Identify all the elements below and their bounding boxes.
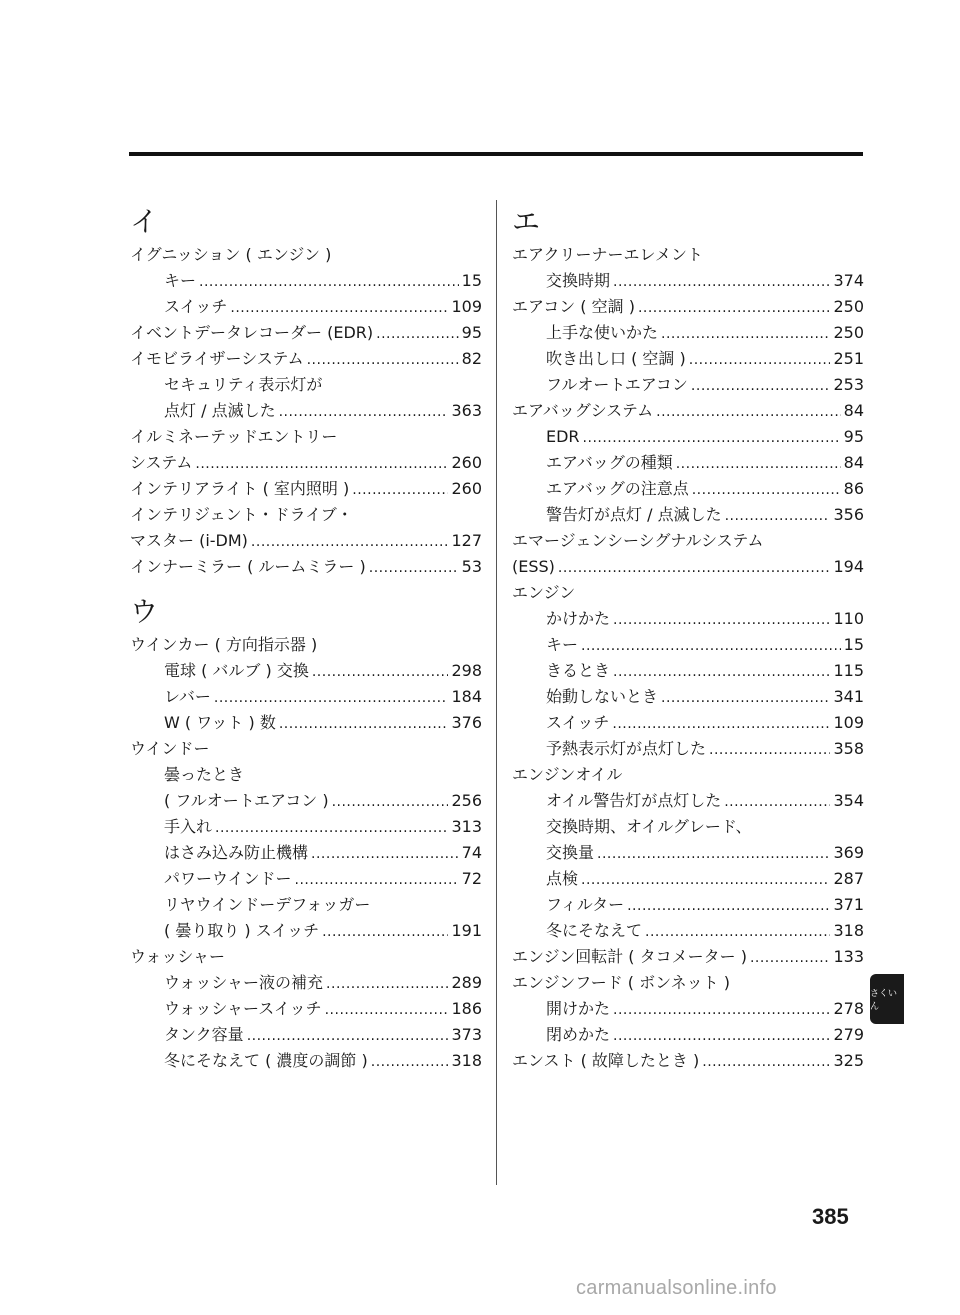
dot-leader	[295, 867, 459, 893]
index-entry-page: 358	[833, 739, 864, 758]
index-entry[interactable]	[130, 528, 482, 554]
index-entry-term: 始動しないとき	[546, 687, 659, 706]
index-entry[interactable]	[130, 450, 482, 476]
index-entry-page: 53	[461, 557, 482, 576]
index-entry-term: スイッチ	[164, 297, 228, 316]
index-entry[interactable]	[512, 398, 864, 424]
index-entry-term: イベントデータレコーダー (EDR)	[130, 323, 374, 342]
index-entry-page: 72	[461, 869, 482, 888]
index-entry-page: 194	[833, 557, 864, 576]
dot-leader	[656, 399, 841, 425]
index-entry	[130, 736, 482, 762]
index-entry-term: 交換時期	[546, 271, 611, 290]
index-entry-term: エンジン	[512, 583, 576, 602]
index-entry-term: イグニッション ( エンジン )	[130, 245, 332, 264]
index-entry[interactable]	[130, 294, 482, 320]
index-entry[interactable]	[130, 788, 482, 814]
index-entry	[130, 502, 482, 528]
index-entry-term: パワーウインドー	[164, 869, 292, 888]
index-entry[interactable]	[130, 346, 482, 372]
index-entry-page: 256	[451, 791, 482, 810]
index-entry[interactable]	[512, 450, 864, 476]
index-entry[interactable]	[512, 892, 864, 918]
index-entry[interactable]	[512, 424, 864, 450]
index-entry[interactable]	[512, 944, 864, 970]
dot-leader	[352, 477, 448, 503]
index-entry[interactable]	[130, 398, 482, 424]
dot-leader	[332, 789, 449, 815]
index-entry-page: 298	[451, 661, 482, 680]
index-entry-term: 手入れ	[164, 817, 213, 836]
index-entry-page: 109	[833, 713, 864, 732]
index-entry-page: 341	[833, 687, 864, 706]
index-entry[interactable]	[130, 684, 482, 710]
dot-leader	[581, 867, 830, 893]
index-entry	[512, 762, 864, 788]
index-entry-page: 127	[451, 531, 482, 550]
dot-leader	[691, 373, 831, 399]
index-entry[interactable]	[130, 814, 482, 840]
index-entry-page: 278	[833, 999, 864, 1018]
index-entry-term: スイッチ	[546, 713, 610, 732]
index-entry	[130, 424, 482, 450]
index-entry[interactable]	[512, 372, 864, 398]
index-entry-term: リヤウインドーデフォッガー	[164, 895, 371, 914]
dot-leader	[661, 685, 830, 711]
index-entry[interactable]	[512, 554, 864, 580]
dot-leader	[558, 555, 831, 581]
index-entry[interactable]	[130, 1048, 482, 1074]
index-entry-page: 325	[833, 1051, 864, 1070]
index-entry	[512, 970, 864, 996]
index-entry-page: 369	[833, 843, 864, 862]
index-entry-term: 交換時期、オイルグレード、	[546, 817, 752, 836]
side-tab-label: さくいん	[870, 989, 898, 1012]
dot-leader	[311, 841, 459, 867]
index-entry-term: イルミネーテッドエントリー	[130, 427, 338, 446]
index-entry-term: EDR	[546, 427, 580, 446]
dot-leader	[645, 919, 830, 945]
dot-leader	[279, 711, 449, 737]
dot-leader	[613, 607, 830, 633]
index-entry-term: ( フルオートエアコン )	[164, 791, 329, 810]
dot-leader	[322, 919, 448, 945]
index-entry-page: 110	[833, 609, 864, 628]
index-entry-term: きるとき	[546, 661, 611, 680]
index-entry-page: 287	[833, 869, 864, 888]
dot-leader	[279, 399, 449, 425]
index-entry-term: はさみ込み防止機構	[164, 843, 309, 862]
index-entry-term: インテリジェント・ドライブ・	[130, 505, 353, 524]
dot-leader	[702, 1049, 830, 1075]
dot-leader	[613, 997, 830, 1023]
index-entry-term: キー	[546, 635, 579, 654]
index-entry-page: 354	[833, 791, 864, 810]
index-entry-page: 251	[833, 349, 864, 368]
index-entry[interactable]	[512, 918, 864, 944]
index-entry	[130, 762, 482, 788]
index-entry-page: 133	[833, 947, 864, 966]
index-entry-term: 上手な使いかた	[546, 323, 659, 342]
index-entry-term: オイル警告灯が点灯した	[546, 791, 722, 810]
dot-leader	[230, 295, 448, 321]
index-entry-term: エマージェンシーシグナルシステム	[512, 531, 764, 550]
index-entry[interactable]	[512, 684, 864, 710]
index-entry-term: 開けかた	[546, 999, 611, 1018]
index-entry[interactable]	[512, 866, 864, 892]
index-entry[interactable]	[130, 1022, 482, 1048]
index-entry-term: エンスト ( 故障したとき )	[512, 1051, 700, 1070]
index-entry[interactable]	[512, 502, 864, 528]
index-entry[interactable]	[512, 658, 864, 684]
dot-leader	[312, 659, 449, 685]
index-entry-term: 点灯 / 点滅した	[164, 401, 276, 420]
dot-leader	[709, 737, 830, 763]
index-entry[interactable]	[512, 710, 864, 736]
index-entry-term: エアバッグの種類	[546, 453, 673, 472]
index-entry-term: フルオートエアコン	[546, 375, 688, 394]
index-entry-page: 313	[451, 817, 482, 836]
index-entry-page: 84	[843, 401, 864, 420]
index-entry-page: 363	[451, 401, 482, 420]
index-entry[interactable]	[512, 476, 864, 502]
index-entry[interactable]	[512, 788, 864, 814]
index-entry-term: エンジン回転計 ( タコメーター )	[512, 947, 747, 966]
index-entry-term: ウインカー ( 方向指示器 )	[130, 635, 318, 654]
index-entry-page: 84	[843, 453, 864, 472]
index-entry-page: 191	[451, 921, 482, 940]
index-entry-page: 250	[833, 297, 864, 316]
index-entry-page: 260	[451, 453, 482, 472]
kana-section-heading: イ	[130, 205, 159, 238]
dot-leader	[325, 997, 449, 1023]
index-entry	[130, 632, 482, 658]
index-entry-term: ( 曇り取り ) スイッチ	[164, 921, 320, 940]
index-entry-page: 15	[461, 271, 482, 290]
index-entry-term: インテリアライト ( 室内照明 )	[130, 479, 350, 498]
index-entry	[512, 580, 864, 606]
dot-leader	[326, 971, 448, 997]
index-entry[interactable]	[130, 320, 482, 346]
dot-leader	[307, 347, 459, 373]
dot-leader	[251, 529, 449, 555]
dot-leader	[676, 451, 841, 477]
index-column-left	[130, 204, 482, 1074]
dot-leader	[597, 841, 830, 867]
column-divider	[496, 200, 497, 1185]
index-column-right	[512, 204, 864, 1074]
index-entry-term: 冬にそなえて ( 濃度の調節 )	[164, 1051, 368, 1070]
page-number: 385	[812, 1204, 849, 1229]
header-rule	[129, 152, 863, 156]
index-entry-page: 318	[833, 921, 864, 940]
index-entry[interactable]	[130, 996, 482, 1022]
index-entry-page: 371	[833, 895, 864, 914]
index-entry[interactable]	[512, 606, 864, 632]
index-entry[interactable]	[512, 294, 864, 320]
index-entry-term: 電球 ( バルブ ) 交換	[164, 661, 309, 680]
index-entry[interactable]	[512, 736, 864, 762]
index-entry[interactable]	[512, 632, 864, 658]
dot-leader	[195, 451, 448, 477]
dot-leader	[215, 815, 448, 841]
dot-leader	[692, 477, 841, 503]
dot-leader	[724, 789, 830, 815]
index-entry-term: システム	[130, 453, 193, 472]
index-entry[interactable]	[512, 996, 864, 1022]
index-entry[interactable]	[512, 840, 864, 866]
dot-leader	[583, 425, 841, 451]
index-entry-term: タンク容量	[164, 1025, 244, 1044]
index-entry-term: キー	[164, 271, 197, 290]
index-entry[interactable]	[512, 268, 864, 294]
index-entry-term: 吹き出し口 ( 空調 )	[546, 349, 686, 368]
dot-leader	[612, 711, 830, 737]
index-entry-page: 260	[451, 479, 482, 498]
index-entry-term: マスター (i-DM)	[130, 531, 248, 550]
index-entry	[130, 242, 482, 268]
index-entry[interactable]	[130, 918, 482, 944]
index-entry-term: 冬にそなえて	[546, 921, 643, 940]
index-entry-term: 予熱表示灯が点灯した	[546, 739, 707, 758]
index-entry-term: エアバッグシステム	[512, 401, 654, 420]
index-entry[interactable]	[130, 710, 482, 736]
index-entry-page: 289	[451, 973, 482, 992]
dot-leader	[689, 347, 831, 373]
index-entry-page: 253	[833, 375, 864, 394]
kana-section-heading: ウ	[130, 595, 159, 628]
index-entry-page: 250	[833, 323, 864, 342]
index-entry-term: エアクリーナーエレメント	[512, 245, 704, 264]
index-entry-term: エアコン ( 空調 )	[512, 297, 635, 316]
index-entry[interactable]	[512, 346, 864, 372]
dot-leader	[613, 1023, 830, 1049]
index-entry[interactable]	[512, 1022, 864, 1048]
index-entry-page: 184	[451, 687, 482, 706]
dot-leader	[725, 503, 831, 529]
dot-leader	[613, 269, 830, 295]
index-entry-page: 109	[451, 297, 482, 316]
index-entry-page: 86	[843, 479, 864, 498]
dot-leader	[661, 321, 830, 347]
index-entry[interactable]	[130, 476, 482, 502]
index-entry-term: エンジンオイル	[512, 765, 623, 784]
index-entry-term: エンジンフード ( ボンネット )	[512, 973, 730, 992]
dot-leader	[247, 1023, 449, 1049]
index-entry-term: セキュリティ表示灯が	[164, 375, 323, 394]
index-entry	[512, 814, 864, 840]
dot-leader	[214, 685, 449, 711]
index-entry-page: 376	[451, 713, 482, 732]
index-entry-page: 74	[461, 843, 482, 862]
index-entry[interactable]	[130, 866, 482, 892]
index-entry-term: ウォッシャー液の補充	[164, 973, 324, 992]
index-entry	[130, 892, 482, 918]
index-entry	[130, 944, 482, 970]
index-entry-term: インナーミラー ( ルームミラー )	[130, 557, 366, 576]
index-entry-term: 点検	[546, 869, 579, 888]
dot-leader	[627, 893, 830, 919]
index-entry-term: 曇ったとき	[164, 765, 245, 784]
watermark: carmanualsonline.info	[576, 1277, 777, 1299]
index-entry-page: 374	[833, 271, 864, 290]
index-entry-term: 交換量	[546, 843, 595, 862]
index-entry[interactable]	[130, 970, 482, 996]
dot-leader	[750, 945, 831, 971]
dot-leader	[376, 321, 459, 347]
index-entry[interactable]	[130, 554, 482, 580]
index-entry-term: レバー	[164, 687, 211, 706]
dot-leader	[369, 555, 459, 581]
index-entry[interactable]	[130, 840, 482, 866]
dot-leader	[638, 295, 831, 321]
index-entry-page: 95	[843, 427, 864, 446]
index-entry-term: 警告灯が点灯 / 点滅した	[546, 505, 722, 524]
index-entry-term: かけかた	[546, 609, 611, 628]
index-entry-term: エアバッグの注意点	[546, 479, 689, 498]
index-entry-term: (ESS)	[512, 557, 555, 576]
index-entry-page: 15	[843, 635, 864, 654]
dot-leader	[199, 269, 459, 295]
index-entry-page: 373	[451, 1025, 482, 1044]
index-entry-term: イモビライザーシステム	[130, 349, 304, 368]
index-entry	[512, 528, 864, 554]
index-side-tab[interactable]	[870, 974, 904, 1024]
index-entry	[512, 242, 864, 268]
index-entry-term: フィルター	[546, 895, 625, 914]
dot-leader	[581, 633, 841, 659]
index-entry-page: 115	[833, 661, 864, 680]
index-entry-page: 82	[461, 349, 482, 368]
index-entry	[130, 372, 482, 398]
index-entry-term: ウォッシャースイッチ	[164, 999, 322, 1018]
index-entry-page: 318	[451, 1051, 482, 1070]
index-entry[interactable]	[512, 320, 864, 346]
index-entry-term: W ( ワット ) 数	[164, 713, 276, 732]
index-entry-page: 356	[833, 505, 864, 524]
dot-leader	[613, 659, 830, 685]
index-entry[interactable]	[130, 658, 482, 684]
index-entry-page: 95	[461, 323, 482, 342]
dot-leader	[371, 1049, 449, 1075]
index-entry-page: 279	[833, 1025, 864, 1044]
kana-section-heading: エ	[512, 205, 541, 238]
index-entry-page: 186	[451, 999, 482, 1018]
index-entry[interactable]	[512, 1048, 864, 1074]
index-entry-term: 閉めかた	[546, 1025, 611, 1044]
index-entry-term: ウォッシャー	[130, 947, 226, 966]
index-entry-term: ウインドー	[130, 739, 210, 758]
index-entry[interactable]	[130, 268, 482, 294]
